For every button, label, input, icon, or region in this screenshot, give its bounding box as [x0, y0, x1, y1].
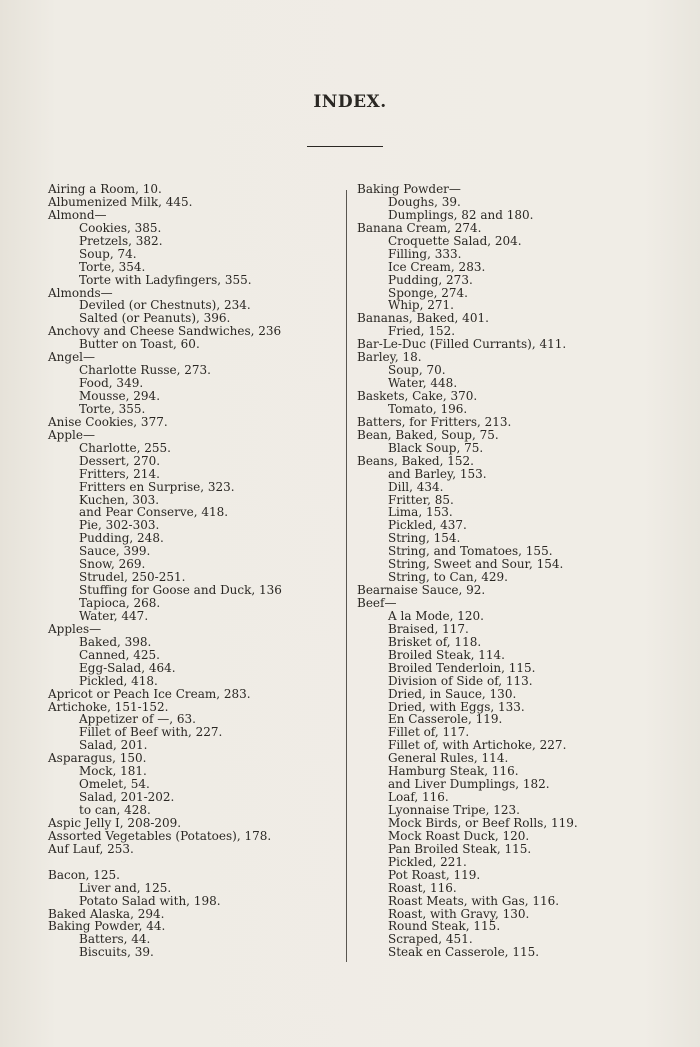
index-subentry: String, Sweet and Sour, 154.: [388, 557, 564, 572]
index-subentry: Fillet of, with Artichoke, 227.: [388, 738, 567, 753]
index-subentry: Strudel, 250-251.: [79, 570, 186, 585]
index-entry: Apricot or Peach Ice Cream, 283.: [48, 686, 251, 701]
index-subentry: String, and Tomatoes, 155.: [388, 544, 553, 559]
index-subentry: String, 154.: [388, 531, 461, 546]
index-subentry: Dried, with Eggs, 133.: [388, 699, 525, 714]
index-subentry: Stuffing for Goose and Duck, 136: [79, 583, 282, 598]
index-entry: Asparagus, 150.: [48, 751, 147, 766]
index-entry: Apple—: [48, 427, 95, 442]
index-subentry: Salad, 201.: [79, 738, 148, 753]
index-column-left: [48, 183, 338, 959]
index-subentry: En Casserole, 119.: [388, 712, 503, 727]
index-subentry: Mock, 181.: [79, 764, 147, 779]
index-subentry: Soup, 70.: [388, 363, 446, 378]
index-entry: Assorted Vegetables (Potatoes), 178.: [48, 828, 272, 843]
index-subentry: Fritters en Surprise, 323.: [79, 479, 235, 494]
index-subentry: Salted (or Peanuts), 396.: [79, 311, 231, 326]
index-subentry: and Pear Conserve, 418.: [79, 505, 229, 520]
index-subentry: Mousse, 294.: [79, 389, 161, 403]
index-subentry: Water, 448.: [388, 376, 458, 391]
index-entry: Apples—: [48, 621, 102, 636]
index-subentry: Pickled, 437.: [388, 518, 467, 533]
index-subentry: Potato Salad with, 198.: [79, 893, 221, 908]
index-entry: Artichoke, 151-152.: [48, 699, 169, 714]
index-subentry: Pan Broiled Steak, 115.: [388, 841, 532, 856]
page-title: INDEX.: [313, 92, 387, 112]
index-subentry: Broiled Steak, 114.: [388, 647, 505, 662]
index-entry: Beef—: [357, 596, 397, 610]
index-entry: Almond—: [48, 207, 107, 222]
index-subentry: Roast Meats, with Gas, 116.: [388, 893, 560, 908]
index-entry: Barley, 18.: [357, 350, 422, 365]
index-subentry: Division of Side of, 113.: [388, 673, 533, 688]
index-subentry: Canned, 425.: [79, 647, 160, 662]
index-subentry: General Rules, 114.: [388, 751, 509, 766]
index-subentry: Butter on Toast, 60.: [79, 337, 200, 352]
index-subentry: Pretzels, 382.: [79, 233, 163, 248]
index-subentry: Fried, 152.: [388, 324, 456, 339]
index-entry: Baking Powder—: [357, 182, 461, 196]
index-entry: Baked Alaska, 294.: [48, 906, 165, 921]
index-entry: Angel—: [48, 350, 96, 365]
index-subentry: Pickled, 418.: [79, 673, 158, 688]
index-subentry: Omelet, 54.: [79, 777, 150, 792]
index-entry: Batters, for Fritters, 213.: [357, 414, 512, 429]
index-subentry: Lima, 153.: [388, 505, 453, 520]
index-subentry: Pot Roast, 119.: [388, 867, 481, 882]
index-entry: Baking Powder, 44.: [48, 919, 166, 934]
index-subentry: Charlotte, 255.: [79, 440, 171, 455]
index-subentry: Mock Birds, or Beef Rolls, 119.: [388, 815, 578, 830]
index-subentry: Dried, in Sauce, 130.: [388, 686, 517, 701]
index-subentry: Torte, 354.: [79, 259, 146, 274]
index-subentry: Steak en Casserole, 115.: [388, 945, 540, 960]
index-column-right: [357, 183, 657, 959]
index-entry: Albumenized Milk, 445.: [48, 194, 193, 209]
index-subentry: Dill, 434.: [388, 479, 444, 494]
index-subentry: Hamburg Steak, 116.: [388, 764, 519, 779]
index-subentry: Kuchen, 303.: [79, 492, 160, 507]
index-subentry: Water, 447.: [79, 608, 149, 623]
index-subentry: Biscuits, 39.: [79, 945, 154, 960]
index-subentry: Charlotte Russe, 273.: [79, 363, 211, 378]
index-subentry: to can, 428.: [79, 803, 151, 817]
index-subentry: Food, 349.: [79, 376, 144, 391]
index-subentry: Whip, 271.: [388, 298, 454, 313]
index-subentry: Deviled (or Chestnuts), 234.: [79, 298, 251, 313]
index-subentry: and Barley, 153.: [388, 466, 487, 481]
index-subentry: Tomato, 196.: [388, 401, 468, 416]
index-subentry: Liver and, 125.: [79, 880, 172, 895]
index-subentry: Salad, 201-202.: [79, 790, 175, 805]
index-subentry: Pudding, 273.: [388, 272, 473, 287]
index-subentry: Roast, 116.: [388, 880, 457, 895]
index-subentry: Scraped, 451.: [388, 932, 473, 947]
index-entry: Banana Cream, 274.: [357, 220, 482, 235]
index-subentry: Tapioca, 268.: [79, 596, 161, 610]
title-rule: [307, 146, 383, 147]
index-subentry: Round Steak, 115.: [388, 919, 501, 934]
index-entry: Bar-Le-Duc (Filled Currants), 411.: [357, 337, 567, 352]
index-subentry: Appetizer of —, 63.: [79, 712, 196, 727]
index-entry: Bearnaise Sauce, 92.: [357, 583, 486, 598]
index-subentry: and Liver Dumplings, 182.: [388, 777, 550, 792]
index-subentry: Black Soup, 75.: [388, 440, 484, 455]
index-subentry: Roast, with Gravy, 130.: [388, 906, 530, 921]
index-subentry: Snow, 269.: [79, 557, 146, 572]
index-subentry: Pudding, 248.: [79, 531, 164, 546]
index-subentry: Pie, 302-303.: [79, 518, 160, 533]
index-entry: Anise Cookies, 377.: [48, 414, 168, 429]
blank-line: [48, 856, 338, 869]
index-subentry: Croquette Salad, 204.: [388, 233, 522, 248]
index-subentry: Ice Cream, 283.: [388, 259, 486, 274]
index-subentry: Torte with Ladyfingers, 355.: [79, 272, 252, 287]
index-subentry: Cookies, 385.: [79, 220, 162, 235]
index-subentry: Soup, 74.: [79, 246, 137, 261]
index-entry: Almonds—: [48, 285, 113, 300]
index-subentry: Egg-Salad, 464.: [79, 660, 176, 675]
index-subentry: Baked, 398.: [79, 634, 152, 649]
index-entry: Airing a Room, 10.: [48, 182, 162, 196]
index-subentry: Filling, 333.: [388, 246, 462, 261]
index-subentry: Braised, 117.: [388, 621, 469, 636]
index-entry: Anchovy and Cheese Sandwiches, 236: [48, 324, 282, 339]
index-subentry: Batters, 44.: [79, 932, 151, 947]
index-subentry: Sauce, 399.: [79, 544, 151, 559]
index-subentry: Dessert, 270.: [79, 453, 161, 468]
index-subentry: Fritters, 214.: [79, 466, 160, 481]
index-subentry: Fritter, 85.: [388, 492, 454, 507]
index-subentry: Pickled, 221.: [388, 854, 467, 869]
index-entry: Bananas, Baked, 401.: [357, 311, 489, 326]
index-subentry: Mock Roast Duck, 120.: [388, 828, 530, 843]
index-subentry: Torte, 355.: [79, 401, 146, 416]
index-subentry: Broiled Tenderloin, 115.: [388, 660, 536, 675]
index-subentry: Fillet of, 117.: [388, 725, 470, 740]
index-entry: Baskets, Cake, 370.: [357, 389, 478, 403]
index-entry: Beans, Baked, 152.: [357, 453, 474, 468]
column-divider: [346, 190, 347, 962]
index-subentry: A la Mode, 120.: [388, 608, 484, 623]
index-subentry: Fillet of Beef with, 227.: [79, 725, 223, 740]
index-subentry: Lyonnaise Tripe, 123.: [388, 803, 520, 817]
index-subentry: Loaf, 116.: [388, 790, 449, 805]
index-entry: Aspic Jelly I, 208-209.: [48, 815, 182, 830]
index-subentry: Dumplings, 82 and 180.: [388, 207, 534, 222]
index-entry: Bean, Baked, Soup, 75.: [357, 427, 499, 442]
index-entry: Auf Lauf, 253.: [48, 841, 134, 856]
index-subentry: Brisket of, 118.: [388, 634, 482, 649]
index-entry: Bacon, 125.: [48, 867, 120, 882]
index-subentry: Sponge, 274.: [388, 285, 468, 300]
index-subentry: String, to Can, 429.: [388, 570, 508, 585]
index-subentry: Doughs, 39.: [388, 194, 461, 209]
